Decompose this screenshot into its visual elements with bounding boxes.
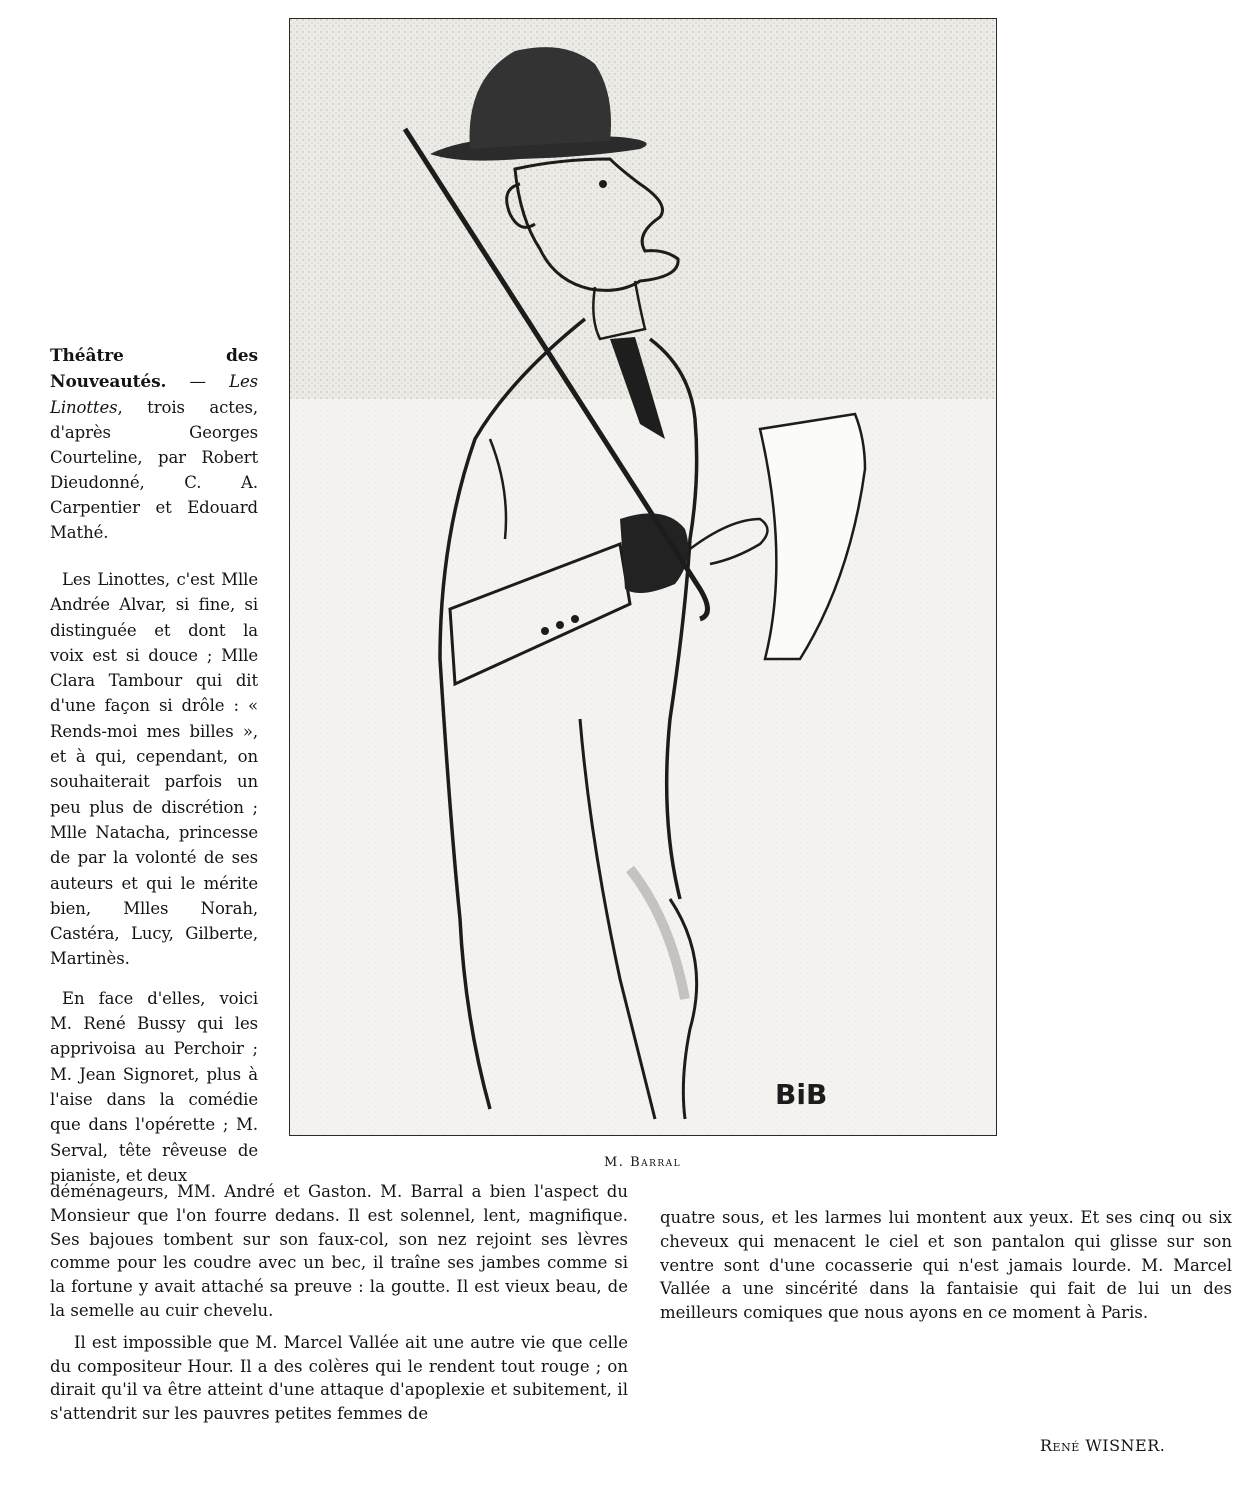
- paragraph-cast-start: En face d'elles, voici M. René Bussy qui les apprivoisa au Perchoir ; M. Jean Signoret, plus à l'aise dans la comédie que dans l'opérette ; M. Serval, tête rêveuse de pianiste, et deux: [50, 988, 258, 1185]
- author-signature: [1040, 1436, 1165, 1455]
- author-first-name: René: [1040, 1436, 1080, 1455]
- button-1: [541, 627, 549, 635]
- paragraph-cast-continued: déménageurs, MM. André et Gaston. M. Barral a bien l'aspect du Monsieur que l'on fourre dedans. Il est solennel, lent, magnifique. Ses bajoues tombent sur son faux-col, son nez rejoint ses lèvres comme pour les coudre avec un bec, il traîne ses jambes comme si la fortune y avait attaché sa preuve : la goutte. Il est vieux beau, de la semelle au cuir chevelu.: [50, 1182, 628, 1320]
- wide-right-column: [660, 1206, 1232, 1325]
- paragraph-vallee-continued: quatre sous, et les larmes lui montent aux yeux. Et ses cinq ou six cheveux qui menacent le ciel et son pantalon qui glisse sur son ventre sont d'une cocasserie qui n'est jamais lourde. M. Marcel Vallée a une sincérité dans la fantaisie qui fait de lui un des meilleurs comiques que nous ayons en ce moment à Paris.: [660, 1208, 1232, 1323]
- paragraph-linottes: Les Linottes, c'est Mlle Andrée Alvar, si fine, si distinguée et dont la voix est si douce ; Mlle Clara Tambour qui dit d'une façon si drôle : « Rends-moi mes billes », et à qui, cependant, on souhaiterait parfois un peu plus de discrétion ; Mlle Natacha, princesse de par la volonté de ses auteurs et qui le mérite bien, Mlles Norah, Castéra, Lucy, Gilberte, Martinès.: [50, 570, 258, 969]
- eye: [599, 180, 607, 188]
- theatre-heading: Théâtre des Nouveautés.: [50, 346, 258, 392]
- narrow-column: [50, 343, 258, 1202]
- paragraph-vallee: Il est impossible que M. Marcel Vallée ait une autre vie que celle du compositeur Hour. Il a des colères qui le rendent tout rouge ; on dirait qu'il va être atteint d'une attaque d'apoplexie et subitement, il s'attendrit sur les pauvres petites femmes de: [50, 1332, 628, 1424]
- illustration-caption: M. Barral: [604, 1155, 682, 1170]
- play-credits: , trois actes, d'après Georges Courteline, par Robert Dieudonné, C. A. Carpentier et Edouard Mathé.: [50, 398, 258, 542]
- button-2: [556, 621, 564, 629]
- heading-dash: —: [166, 372, 230, 391]
- artist-signature: BiB: [775, 1078, 828, 1111]
- author-last-name: WISNER.: [1085, 1436, 1166, 1455]
- wide-left-column: [50, 1180, 628, 1434]
- button-3: [571, 615, 579, 623]
- caricature-illustration: [289, 18, 997, 1136]
- review-header: [50, 343, 258, 545]
- play-title: Les Linottes: [50, 372, 258, 417]
- caricature-drawing: [290, 19, 995, 1134]
